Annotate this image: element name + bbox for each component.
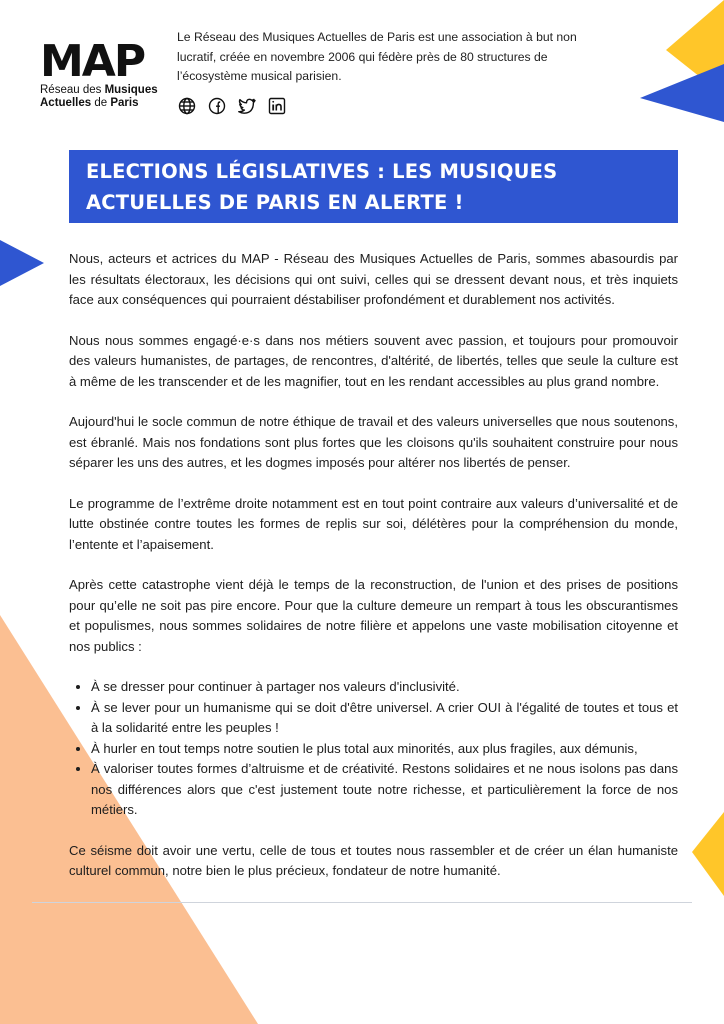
page-title-banner bbox=[69, 150, 678, 223]
map-logo-text: MAP bbox=[40, 36, 145, 80]
twitter-icon[interactable] bbox=[237, 96, 257, 116]
map-logo-subtitle: Réseau des Musiques Actuelles de Paris bbox=[40, 84, 158, 109]
yellow-triangle-bottom-decoration bbox=[692, 812, 724, 896]
globe-icon[interactable] bbox=[177, 96, 197, 116]
association-intro: Le Réseau des Musiques Actuelles de Paris est une association à but non lucratif, créée en novembre 2006 qui fédère près de 80 structures de l’écosystème musical parisien. bbox=[177, 30, 577, 83]
paragraph-5: Après cette catastrophe vient déjà le temps de la reconstruction, de l'union et des prises de positions pour qu’elle ne soit pas pire encore. Pour que la culture demeure un rempart à tous les obscurantismes et populismes, nous sommes solidaires de notre filière et appelons une vaste mobilisation citoyenne et nos publics : bbox=[69, 577, 678, 654]
page-title-line-1: ELECTIONS LÉGISLATIVES : LES MUSIQUES bbox=[86, 160, 558, 183]
paragraph-1: Nous, acteurs et actrices du MAP - Réseau des Musiques Actuelles de Paris, sommes abasourdis par les résultats électoraux, les décisions qui ont suivi, celles qui se dressent devant nous, et très inquiets face aux conséquences qui pourraient déstabiliser profondément et durablement nos activités. bbox=[69, 251, 678, 307]
paragraph-3: Aujourd'hui le socle commun de notre éthique de travail et des valeurs universelles que nous soutenons, est ébranlé. Mais nos fondations sont plus fortes que les cloisons qu'ils souhaitent construire pour nous séparer les uns des autres, et les dogmes imposés pour altérer nos libertés de penser. bbox=[69, 414, 678, 470]
page-title-line-2: ACTUELLES DE PARIS EN ALERTE ! bbox=[86, 191, 464, 214]
statement-body bbox=[69, 249, 678, 902]
map-logo[interactable] bbox=[40, 36, 170, 110]
call-to-action-list bbox=[69, 677, 678, 821]
list-item: • À se dresser pour continuer à partager nos valeurs d'inclusivité. bbox=[91, 677, 678, 698]
social-links bbox=[177, 96, 287, 116]
blue-triangle-left-decoration bbox=[0, 240, 44, 286]
list-item: • À se lever pour un humanisme qui se doit d'être universel. A crier OUI à l'égalité de toutes et tous et à la solidarité entre les peuples ! bbox=[91, 698, 678, 739]
paragraph-4: Le programme de l’extrême droite notamment est en tout point contraire aux valeurs d’universalité et de lutte obstinée contre toutes les formes de replis sur soi, délétères pour la compréhension du monde, l’entente et l’apaisement. bbox=[69, 495, 678, 552]
linkedin-icon[interactable] bbox=[267, 96, 287, 116]
footer-divider bbox=[32, 902, 692, 903]
paragraph-6: Ce séisme doit avoir une vertu, celle de tous et toutes nous rassembler et de créer un élan humaniste culturel commun, notre bien le plus précieux, fondateur de notre humanité. bbox=[69, 842, 678, 878]
list-item: • À hurler en tout temps notre soutien le plus total aux minorités, aux plus fragiles, aux démunis, bbox=[91, 739, 678, 760]
blue-triangle-right-decoration bbox=[640, 64, 724, 122]
list-item: • À valoriser toutes formes d’altruisme et de créativité. Restons solidaires et ne nous isolons pas dans nos différences alors que c'est justement toute notre richesse, et particulièrement la force de nos métiers. bbox=[91, 759, 678, 821]
paragraph-2: Nous nous sommes engagé·e·s dans nos métiers souvent avec passion, et toujours pour promouvoir des valeurs humanistes, de partages, de rencontres, d'altérité, de libertés, telles que seule la culture est à même de les transcender et de les magnifier, tout en les rendant accessibles au plus grand nombre. bbox=[69, 332, 678, 389]
map-logo-mark bbox=[40, 36, 152, 80]
facebook-icon[interactable] bbox=[207, 96, 227, 116]
